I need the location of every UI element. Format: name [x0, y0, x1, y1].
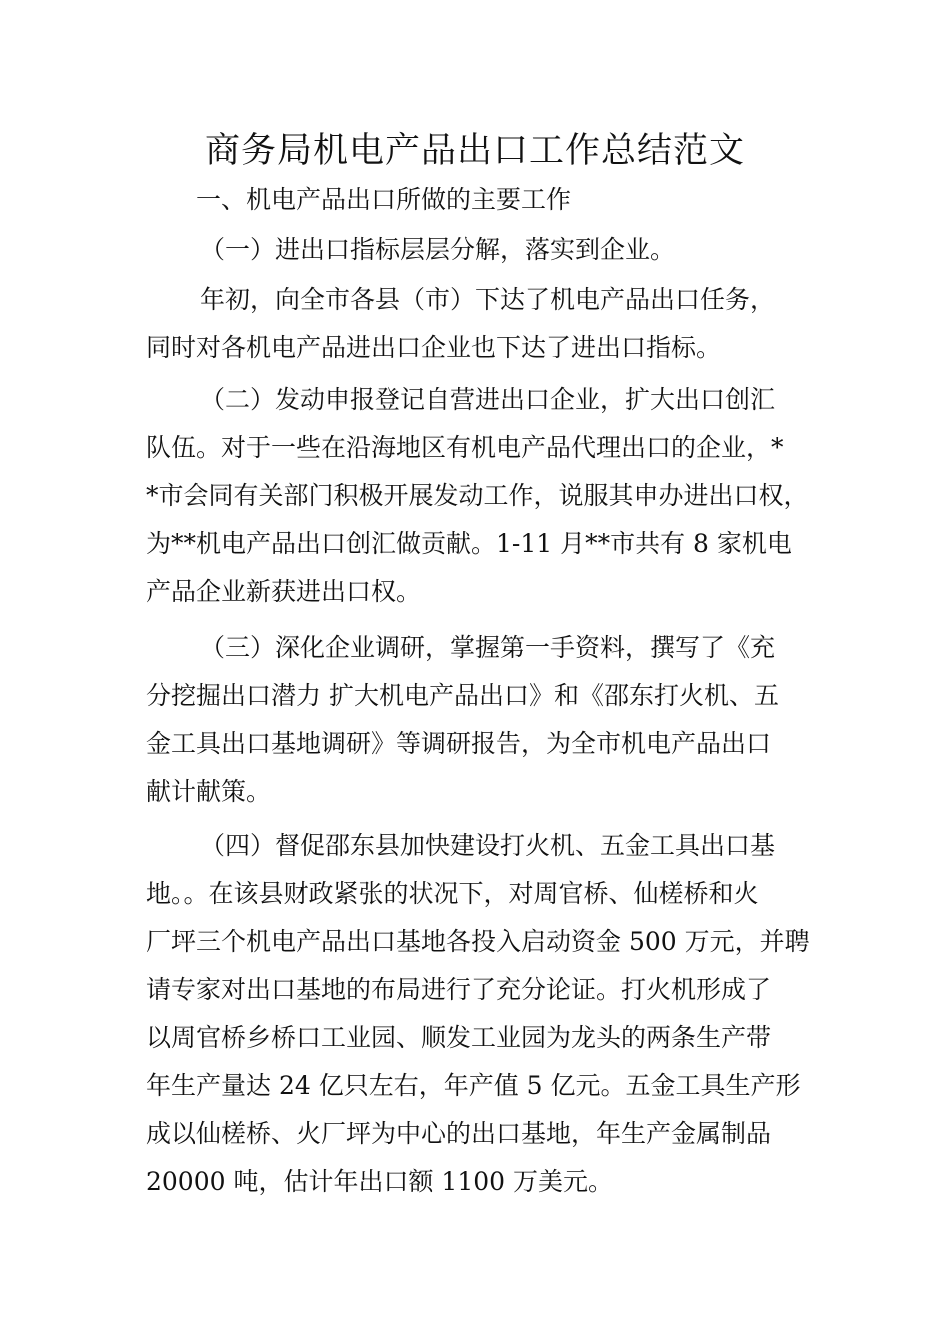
document-title: 商务局机电产品出口工作总结范文 — [204, 131, 745, 171]
paragraph-1-line: 同时对各机电产品进出口企业也下达了进出口指标。 — [146, 333, 722, 362]
paragraph-2-line: 为**机电产品出口创汇做贡献。1-11 月**市共有 8 家机电 — [146, 529, 792, 558]
paragraph-3-line: 献计献策。 — [146, 777, 272, 806]
paragraph-1-line: 年初，向全市各县（市）下达了机电产品出口任务， — [200, 285, 776, 314]
sub-heading-1: （一）进出口指标层层分解，落实到企业。 — [200, 235, 676, 264]
paragraph-3 — [146, 624, 808, 816]
paragraph-2 — [146, 376, 808, 616]
paragraph-2-line: 队伍。对于一些在沿海地区有机电产品代理出口的企业，* — [146, 433, 784, 462]
paragraph-4-line: （四）督促邵东县加快建设打火机、五金工具出口基 — [200, 831, 776, 860]
paragraph-2-line: *市会同有关部门积极开展发动工作，说服其申办进出口权， — [146, 481, 809, 510]
section-heading: 一、机电产品出口所做的主要工作 — [196, 185, 572, 214]
paragraph-2-line: 产品企业新获进出口权。 — [146, 577, 422, 606]
paragraph-4-line: 成以仙槎桥、火厂坪为中心的出口基地，年生产金属制品 — [146, 1119, 772, 1148]
paragraph-3-line: （三）深化企业调研，掌握第一手资料，撰写了《充 — [200, 633, 776, 662]
paragraph-4-line: 20000 吨，估计年出口额 1100 万美元。 — [146, 1167, 613, 1196]
paragraph-4-line: 年生产量达 24 亿只左右，年产值 5 亿元。五金工具生产形 — [146, 1071, 801, 1100]
paragraph-2-line: （二）发动申报登记自营进出口企业，扩大出口创汇 — [200, 385, 776, 414]
paragraph-4-line: 请专家对出口基地的布局进行了充分论证。打火机形成了 — [146, 975, 772, 1004]
paragraph-3-line: 金工具出口基地调研》等调研报告，为全市机电产品出口 — [146, 729, 772, 758]
paragraph-3-line: 分挖掘出口潜力 扩大机电产品出口》和《邵东打火机、五 — [146, 681, 779, 710]
paragraph-1 — [146, 276, 808, 372]
paragraph-4-line: 厂坪三个机电产品出口基地各投入启动资金 500 万元，并聘 — [146, 927, 810, 956]
paragraph-4-line: 以周官桥乡桥口工业园、顺发工业园为龙头的两条生产带 — [146, 1023, 772, 1052]
paragraph-4-line: 地。。在该县财政紧张的状况下，对周官桥、仙槎桥和火 — [146, 879, 759, 908]
paragraph-4 — [146, 822, 808, 1206]
